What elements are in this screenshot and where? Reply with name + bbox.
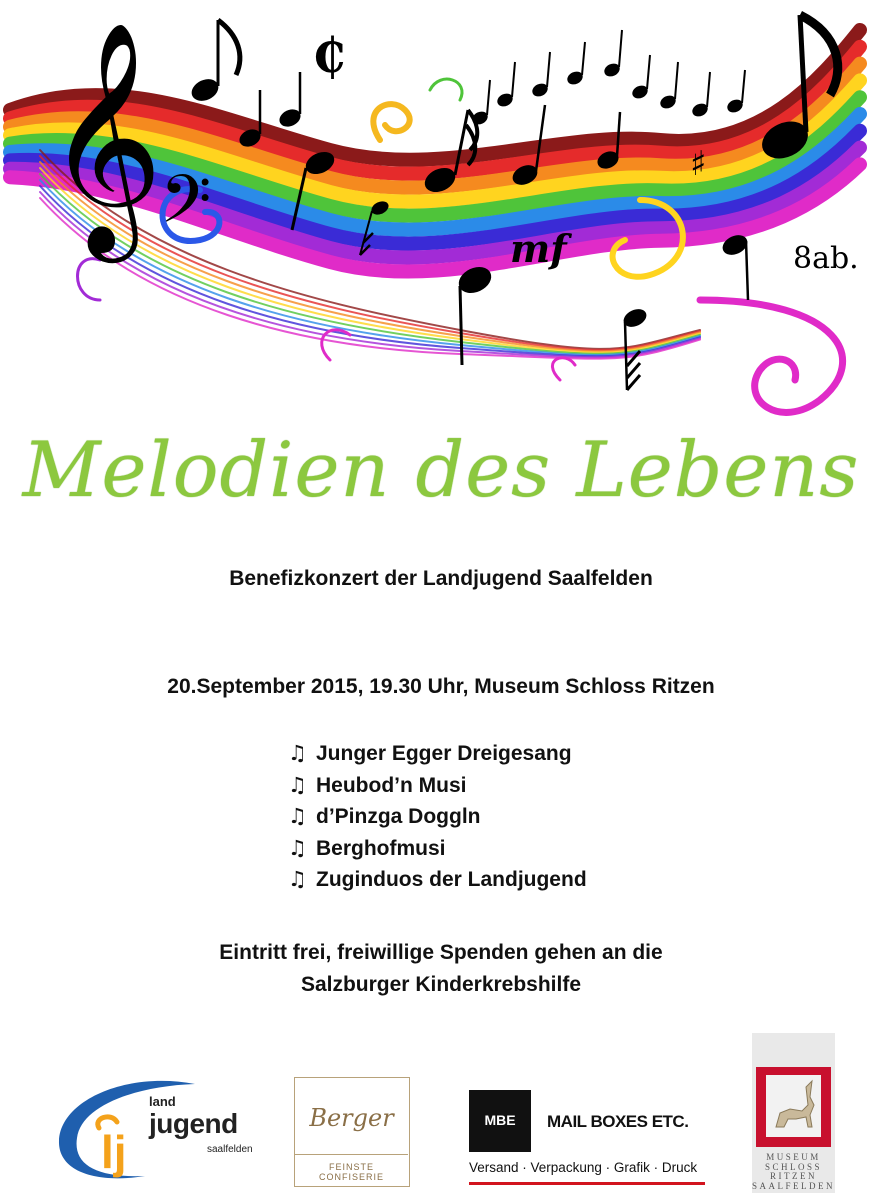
list-item (288, 770, 587, 802)
berger-name: Berger (309, 1104, 394, 1132)
mbe-box-text: MBE (484, 1112, 516, 1128)
music-note-icon: ♫ (288, 835, 307, 860)
poster-title: Melodien des Lebens (22, 425, 860, 514)
mbe-box-icon (469, 1090, 531, 1152)
performer-name: d’Pinzga Doggln (316, 805, 481, 828)
mezzo-forte-icon: mf (510, 226, 567, 271)
berger-logo (294, 1077, 410, 1187)
mbe-name: MAIL BOXES ETC. (547, 1112, 689, 1131)
sharp-icon: ♯ (690, 144, 707, 184)
entry-info-line-1: Eintritt frei, freiwillige Spenden gehen an die (219, 941, 663, 964)
landjugend-logo (55, 1076, 253, 1186)
performer-name: Berghofmusi (316, 836, 446, 860)
music-note-icon: ♫ (288, 804, 307, 828)
landjugend-land-text: land (149, 1094, 176, 1109)
ibex-icon (766, 1075, 821, 1137)
poster-subtitle: Benefizkonzert der Landjugend Saalfelden (229, 567, 653, 590)
performer-name: Heubod’n Musi (316, 773, 467, 797)
list-item (288, 833, 587, 865)
bass-clef-icon: 𝄢 (160, 161, 212, 254)
beamed-notes-icon (470, 30, 745, 127)
museum-logo (752, 1033, 835, 1193)
ottava-icon: 8ab. (793, 241, 859, 276)
performer-name: Zuginduos der Landjugend (316, 868, 587, 891)
list-item (288, 738, 587, 770)
performer-name: Junger Egger Dreigesang (316, 742, 572, 765)
museum-line: MUSEUM (766, 1152, 821, 1162)
music-note-icon: ♫ (288, 772, 307, 797)
mbe-tagline: Versand · Verpackung · Grafik · Druck (469, 1160, 698, 1175)
performer-list (288, 738, 587, 896)
museum-line: SCHLOSS (764, 1161, 822, 1172)
music-note-icon: ♫ (288, 867, 307, 891)
landjugend-jugend-text: jugend (149, 1108, 238, 1139)
museum-line: RITZEN (770, 1171, 817, 1181)
museum-name (752, 1153, 835, 1191)
svg-text:lj: lj (101, 1126, 127, 1178)
museum-line: SAALFELDEN (752, 1180, 835, 1191)
berger-tagline: FEINSTE CONFISERIE (318, 1162, 384, 1182)
berger-divider (295, 1154, 408, 1155)
landjugend-place-text: saalfelden (207, 1144, 253, 1155)
entry-info-line-2: Salzburger Kinderkrebshilfe (300, 973, 582, 996)
music-note-icon: ♫ (288, 741, 307, 765)
event-date-location: 20.September 2015, 19.30 Uhr, Museum Schloss Ritzen (167, 675, 715, 698)
mbe-red-bar (469, 1182, 705, 1185)
hero-rainbow-illustration (0, 0, 882, 430)
museum-emblem-inner (766, 1075, 821, 1137)
cut-time-icon: ₵ (312, 28, 346, 84)
museum-emblem-icon (756, 1067, 831, 1147)
list-item (288, 801, 587, 833)
list-item (288, 864, 587, 896)
mbe-logo (467, 1086, 717, 1186)
treble-clef-icon: 𝄞 (45, 20, 164, 253)
